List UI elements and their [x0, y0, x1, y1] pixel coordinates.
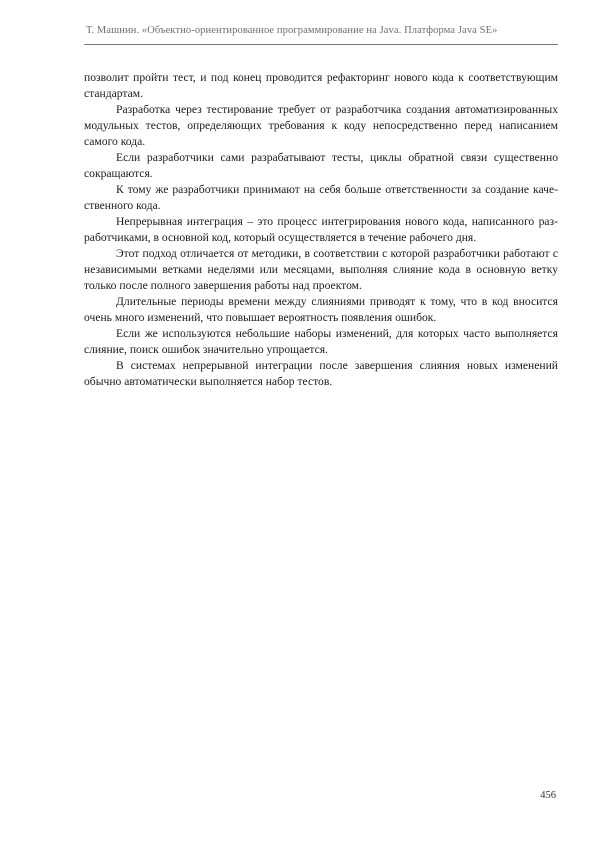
paragraph: Непрерывная интеграция – это процесс интегрирования нового кода, написанного разработчиками, в основной код, который осуществляется в течение рабочего дня.: [84, 215, 558, 244]
page-number: 456: [540, 790, 556, 801]
paragraph: Если разработчики сами разрабатывают тесты, циклы обратной связи существенно сокращаются.: [84, 151, 558, 180]
paragraph: Длительные периоды времени между слияниями приводят к тому, что в код вносится очень много изменений, что повышает вероятность появления ошибок.: [84, 295, 558, 324]
page-body: [84, 70, 558, 390]
paragraph: В системах непрерывной интеграции после завершения слияния новых изменений обычно автоматически выполняется набор тестов.: [84, 359, 558, 388]
paragraph: К тому же разработчики принимают на себя больше ответственности за создание качественного кода.: [84, 183, 558, 212]
paragraph: позволит пройти тест, и под конец проводится рефакторинг нового кода к соответствующим стандартам.: [84, 71, 558, 100]
paragraph: Этот подход отличается от методики, в соответствии с которой разработчики работают с независимыми ветками неделями или месяцами, выполняя слияние кода в основную ветку только после полного завершения работы над проектом.: [84, 247, 558, 292]
running-header: Т. Машнин. «Объектно-ориентированное программирование на Java. Платформа Java SE»: [86, 25, 498, 36]
header-divider: [84, 44, 558, 45]
paragraph: Разработка через тестирование требует от разработчика создания автоматизированных модульных тестов, определяющих требования к коду непосредственно перед написанием самого кода.: [84, 103, 558, 148]
paragraph: Если же используются небольшие наборы изменений, для которых часто выполняется слияние, поиск ошибок значительно упрощается.: [84, 327, 558, 356]
